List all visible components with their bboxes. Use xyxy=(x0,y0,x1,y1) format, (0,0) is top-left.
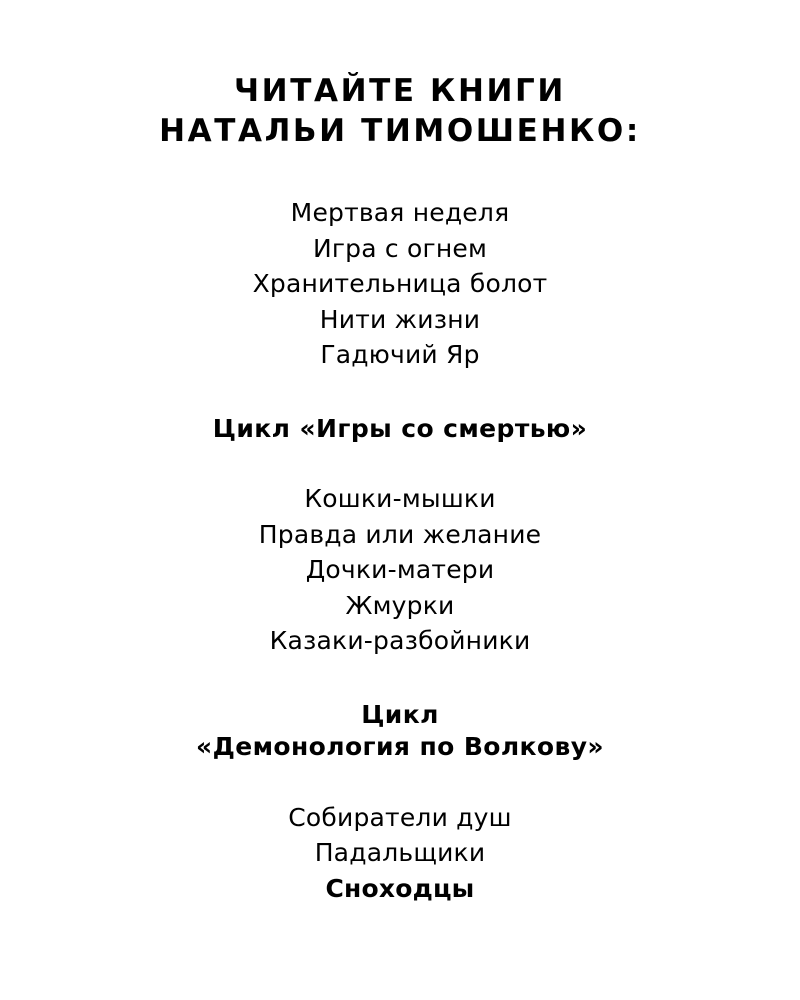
list-item: Казаки-разбойники xyxy=(269,626,531,656)
list-item: Правда или желание xyxy=(258,519,542,549)
list-item: Игра с огнем xyxy=(312,233,488,263)
list-item: Нити жизни xyxy=(319,304,481,334)
series-title-1 xyxy=(213,413,587,446)
standalone-book-list xyxy=(253,195,548,373)
series-title-2-line-1: Цикл xyxy=(361,699,439,729)
list-item: Хранительница болот xyxy=(252,269,548,299)
list-item: Собиратели душ xyxy=(288,802,512,832)
list-item: Жмурки xyxy=(345,590,455,620)
list-item: Падальщики xyxy=(314,838,486,868)
list-item: Гадючий Яр xyxy=(320,340,480,370)
series-2-book-list xyxy=(288,800,511,907)
page-title xyxy=(159,72,641,151)
list-item-current: Сноходцы xyxy=(325,873,475,903)
series-1-book-list xyxy=(259,481,541,659)
series-title-2 xyxy=(196,699,604,764)
list-item: Мертвая неделя xyxy=(290,198,510,228)
page-title-line-1: ЧИТАЙТЕ КНИГИ xyxy=(234,73,566,109)
page-title-line-2: НАТАЛЬИ ТИМОШЕНКО: xyxy=(159,112,641,149)
series-title-2-line-2: «Демонология по Волкову» xyxy=(196,732,604,762)
list-item: Кошки-мышки xyxy=(304,484,496,514)
series-title-1-line-1: Цикл «Игры со смертью» xyxy=(212,413,588,443)
list-item: Дочки-матери xyxy=(305,555,495,585)
